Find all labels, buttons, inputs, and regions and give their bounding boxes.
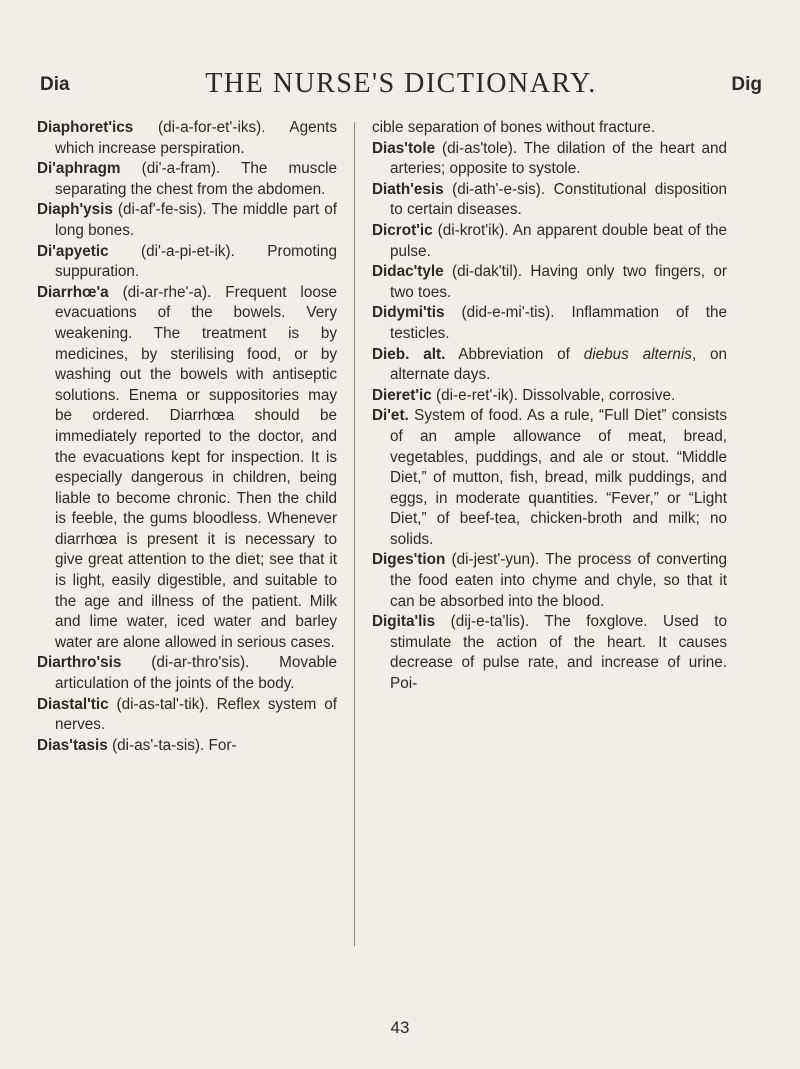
- headword: Dieret'ic: [372, 386, 432, 404]
- dictionary-entry-continued: [372, 118, 727, 139]
- definition: (di-krot'ik). An apparent double beat of the pulse.: [390, 221, 727, 260]
- dictionary-entry: [372, 386, 727, 407]
- left-column: [37, 118, 337, 756]
- headword: Dias'tole: [372, 139, 436, 157]
- definition: (di-a-for-et'-iks). Agents which increase perspiration.: [55, 119, 337, 157]
- dictionary-entry: [372, 612, 727, 694]
- headword: Diath'esis: [372, 180, 444, 198]
- headword: Didac'tyle: [372, 263, 444, 281]
- headword: Di'aphragm: [37, 160, 121, 178]
- definition-italic: diebus alternis: [583, 345, 692, 363]
- headword: Digita'lis: [372, 613, 436, 631]
- headword: Di'apyetic: [37, 242, 109, 260]
- dictionary-entry: [372, 345, 727, 386]
- headword: Diaphoret'ics: [37, 119, 134, 136]
- right-column: [372, 118, 727, 695]
- definition: (di-ar-thro'sis). Movable articulation of the joints of the body.: [55, 654, 337, 693]
- definition: (di-as-tal'-tik). Reflex system of nerves.: [55, 695, 337, 734]
- headword: Di'et.: [372, 407, 409, 425]
- definition: cible separation of bones without fracture.: [372, 119, 656, 136]
- definition: (di-e-ret'-ik). Dissolvable, corrosive.: [431, 386, 676, 404]
- header-guide-word-right: Dig: [731, 74, 762, 95]
- headword: Diarthro'sis: [37, 654, 122, 672]
- headword: Diarrhœ'a: [37, 283, 109, 301]
- dictionary-entry: [37, 242, 337, 283]
- definition: System of food. As a rule, “Full Diet” consists of an ample allowance of meat, bread, vegetables, puddings, and ale or stout. “Middle Diet,” of mutton, fish, bread, milk puddings, and eggs, in moderate quantities. “Fever,” or “Light Diet,” of beef-tea, chicken-broth and milk; no solids.: [390, 407, 727, 548]
- dictionary-entry: [372, 550, 727, 612]
- definition: (di'-a-fram). The muscle separating the chest from the abdomen.: [55, 160, 337, 198]
- dictionary-entry: [37, 283, 337, 654]
- dictionary-entry: [37, 159, 337, 200]
- definition: (did-e-mi'-tis). Inflammation of the testicles.: [390, 304, 727, 342]
- dictionary-entry: [37, 695, 337, 736]
- definition: (dij-e-ta'lis). The foxglove. Used to stimulate the action of the heart. It causes decrease of pulse rate, and increase of urine. Poi-: [390, 613, 727, 693]
- definition: (di-as'tole). The dilation of the heart and arteries; opposite to systole.: [390, 139, 727, 178]
- headword: Dicrot'ic: [372, 221, 433, 239]
- dictionary-entry: [372, 303, 727, 344]
- dictionary-entry: [372, 262, 727, 303]
- definition: (di-as'-ta-sis). For-: [107, 736, 237, 754]
- headword: Dias'tasis: [37, 736, 108, 754]
- page-number: 43: [390, 1018, 410, 1037]
- column-divider: [354, 122, 355, 946]
- dictionary-entry: [372, 139, 727, 180]
- headword: Diges'tion: [372, 551, 446, 569]
- dictionary-entry: [372, 221, 727, 262]
- definition: (di-dak'til). Having only two fingers, or two toes.: [390, 263, 727, 301]
- dictionary-entry: [37, 118, 337, 159]
- definition: (di-ar-rhe'-a). Frequent loose evacuations of the bowels. Very weakening. The treatment is by medicines, by sterilising food, or by washing out the bowels with antiseptic solutions. Enema or suppositories may be ordered. Diarrhœa should be immediately reported to the doctor, and the evacuations kept for inspection. It is especially dangerous in children, being liable to become chronic. Then the child is feeble, the gums bloodless. Whenever diarrhœa is present it is necessary to give great attention to the diet; see that it is light, easily digestible, and suitable to the age and illness of the patient. Milk and lime water, iced water and barley water are alone allowed in serious cases.: [55, 283, 337, 651]
- definition: (di'-a-pi-et-ik). Promoting suppuration.: [55, 242, 337, 281]
- definition: (di-jest'-yun). The process of converting the food eaten into chyme and chyle, so that it can be absorbed into the blood.: [390, 551, 727, 610]
- definition-tail: , on alternate days.: [390, 345, 728, 384]
- header-guide-word-left: Dia: [40, 74, 70, 95]
- dictionary-entry: [372, 406, 727, 550]
- definition: (di-ath'-e-sis). Constitutional disposition to certain diseases.: [390, 180, 727, 219]
- definition: Abbreviation of: [445, 345, 584, 363]
- headword: Diastal'tic: [37, 695, 109, 713]
- dictionary-entry: [372, 180, 727, 221]
- definition: (di-af'-fe-sis). The middle part of long bones.: [55, 201, 337, 239]
- dictionary-entry: [37, 200, 337, 241]
- headword: Dieb. alt.: [372, 345, 446, 363]
- header-title: THE NURSE'S DICTIONARY.: [205, 68, 597, 99]
- running-header: [40, 68, 762, 104]
- headword: Didymi'tis: [372, 304, 445, 322]
- dictionary-entry: [37, 653, 337, 694]
- dictionary-entry: [37, 736, 337, 757]
- headword: Diaph'ysis: [37, 201, 113, 219]
